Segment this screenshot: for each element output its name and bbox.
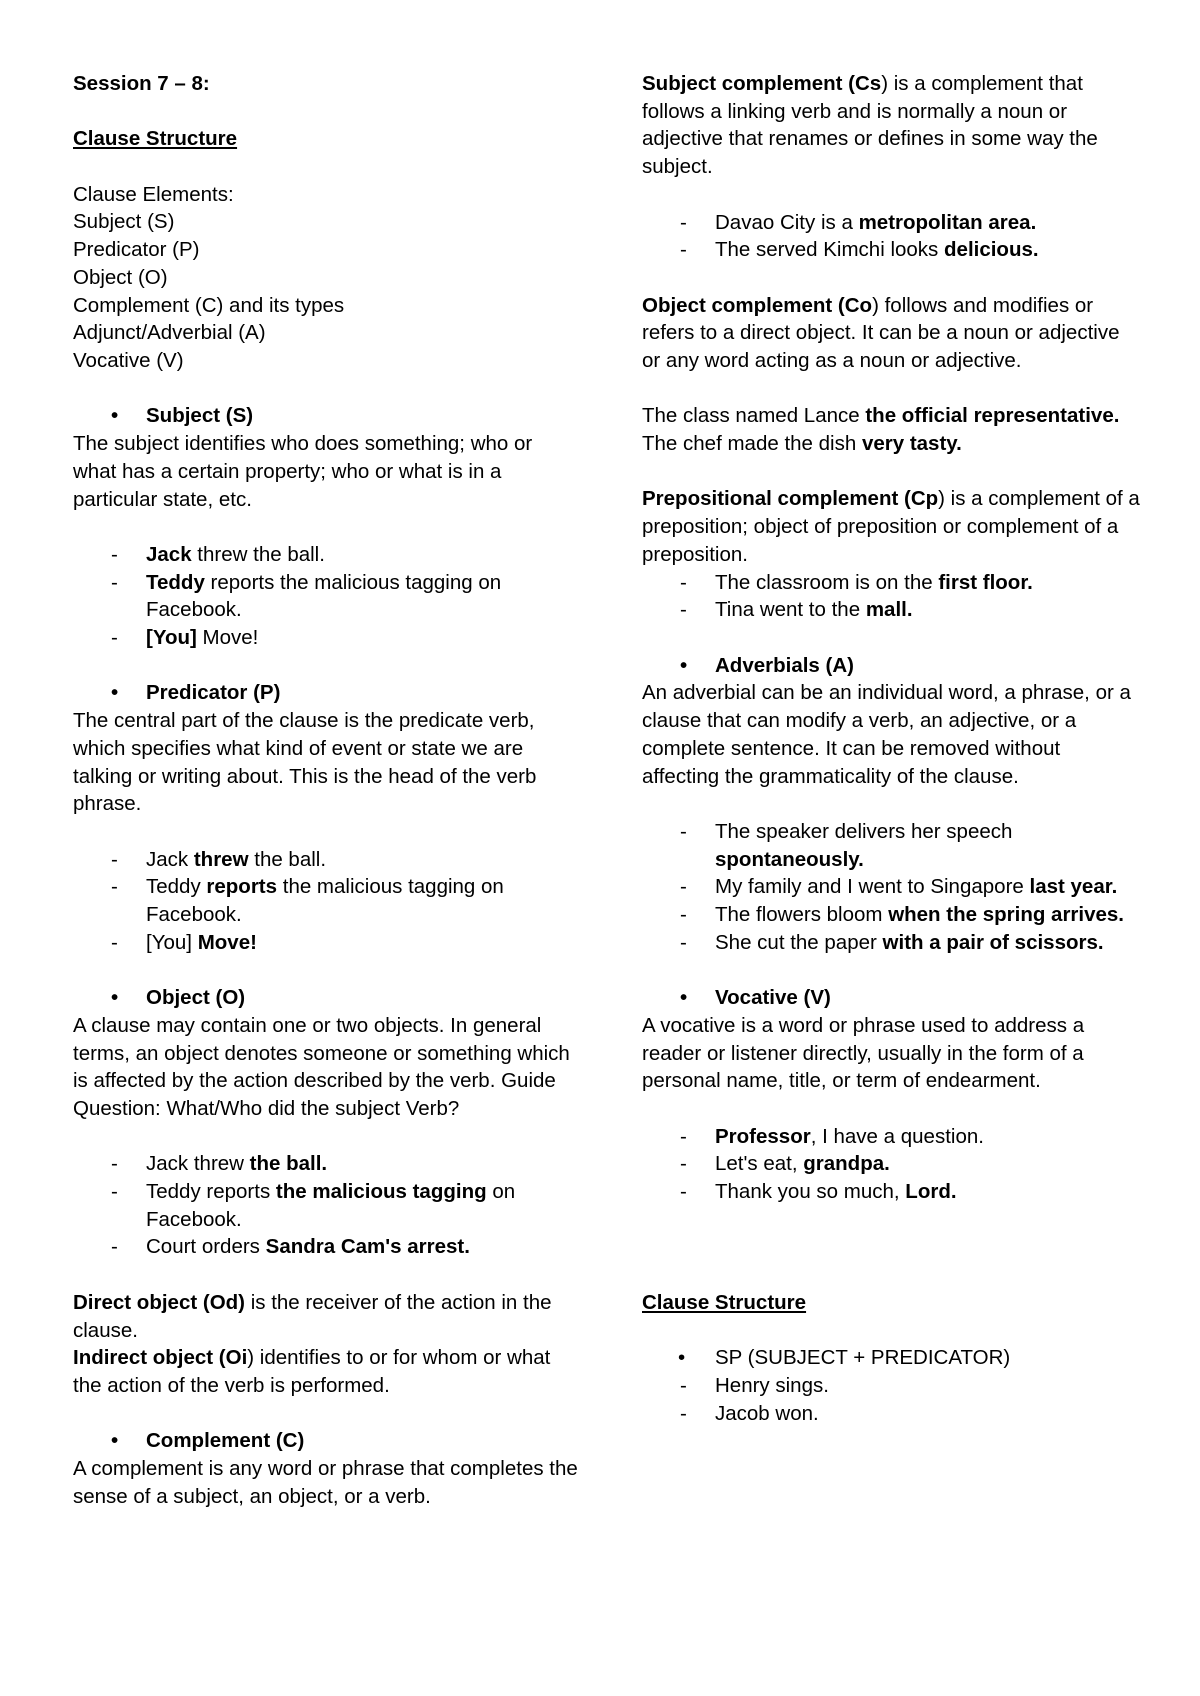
direct-object-definition: Direct object (Od) is the receiver of the action in the clause. (73, 1290, 552, 1342)
bullet-icon: • (111, 681, 119, 705)
object-complement-definition: Object complement (Co) follows and modifies or refers to a direct object. It can be a noun or adjective or any word acting as a noun or adjective. (642, 293, 1120, 372)
indirect-object-definition: Indirect object (Oi) identifies to or for whom or what the action of the verb is performed. (73, 1346, 551, 1397)
subject-definition: The subject identifies who does something; who or what has a certain property; who or what is in a particular state, etc. (73, 432, 533, 511)
predicator-definition: The central part of the clause is the predicate verb, which specifies what kind of event or state we are talking or writing about. This is the head of the verb phrase. (73, 709, 537, 816)
predicator-example: - [You] Move! (111, 930, 257, 954)
complement-heading: • Complement (C) (73, 1427, 579, 1455)
object-complement-example: The class named Lance the official representative. (642, 404, 1120, 428)
right-column (642, 70, 1142, 1427)
element-complement: Complement (C) and its types (73, 293, 345, 317)
session-title: Session 7 – 8: (73, 72, 210, 95)
bullet-icon: • (680, 986, 688, 1010)
vocative-example: - Let's eat, grandpa. (680, 1152, 890, 1176)
prepositional-complement-example: - Tina went to the mall. (680, 598, 913, 622)
adverbials-heading: • Adverbials (A) (642, 652, 1142, 680)
object-heading: • Object (O) (73, 984, 579, 1012)
vocative-heading: • Vocative (V) (642, 984, 1142, 1012)
bullet-icon: • (111, 1429, 119, 1453)
subject-complement-example: - The served Kimchi looks delicious. (680, 238, 1039, 262)
element-adjunct: Adjunct/Adverbial (A) (73, 321, 266, 345)
predicator-example: - Teddy reports the malicious tagging on Facebook. (111, 875, 504, 926)
prepositional-complement-definition: Prepositional complement (Cp) is a complement of a preposition; object of preposition or complement of a preposition. (642, 487, 1140, 566)
vocative-example: - Professor, I have a question. (680, 1124, 984, 1148)
adverbial-example: - She cut the paper with a pair of scissors. (680, 930, 1104, 954)
adverbial-example: - The flowers bloom when the spring arrives. (680, 903, 1125, 926)
clause-structure-heading: Clause Structure (73, 127, 238, 151)
complement-definition: A complement is any word or phrase that completes the sense of a subject, an object, or a verb. (73, 1457, 578, 1508)
adverbial-example: - My family and I went to Singapore last year. (680, 875, 1118, 899)
vocative-definition: A vocative is a word or phrase used to address a reader or listener directly, usually in the form of a personal name, title, or term of endearment. (642, 1013, 1085, 1093)
object-definition: A clause may contain one or two objects. In general terms, an object denotes someone or something which is affected by the action described by the verb. Guide Question: What/Who did the subject Verb? (73, 1013, 570, 1120)
adverbials-definition: An adverbial can be an individual word, a phrase, or a clause that can modify a verb, an adjective, or a complete sentence. It can be removed without affecting the grammaticality of the clause. (642, 681, 1131, 788)
object-example: - Jack threw the ball. (111, 1152, 328, 1176)
subject-complement-definition: Subject complement (Cs) is a complement that follows a linking verb and is normally a noun or adjective that renames or defines in some way the subject. (642, 72, 1098, 179)
object-complement-example: The chef made the dish very tasty. (642, 432, 962, 456)
object-example: - Court orders Sandra Cam's arrest. (111, 1235, 470, 1259)
bullet-icon: • (111, 986, 119, 1010)
structure-item: • SP (SUBJECT + PREDICATOR) (642, 1344, 1142, 1372)
element-vocative: Vocative (V) (73, 349, 184, 372)
element-object: Object (O) (73, 265, 168, 289)
predicator-heading: • Predicator (P) (73, 679, 579, 707)
structure-example: - Henry sings. (680, 1373, 829, 1397)
bullet-icon: • (680, 653, 688, 677)
predicator-example: - Jack threw the ball. (111, 847, 327, 871)
subject-heading: • Subject (S) (73, 402, 579, 430)
bullet-icon: • (111, 404, 119, 428)
subject-example: - [You] Move! (111, 626, 259, 649)
element-predicator: Predicator (P) (73, 238, 200, 262)
prepositional-complement-example: - The classroom is on the first floor. (680, 570, 1033, 594)
adverbial-example: - The speaker delivers her speech spontaneously. (680, 819, 1013, 871)
subject-complement-example: - Davao City is a metropolitan area. (680, 210, 1037, 234)
subject-example: - Jack threw the ball. (111, 542, 325, 566)
subject-example: - Teddy reports the malicious tagging on Facebook. (111, 570, 502, 622)
element-subject: Subject (S) (73, 210, 175, 234)
bullet-icon: • (678, 1346, 686, 1370)
structure-example: - Jacob won. (680, 1401, 819, 1425)
clause-elements-title: Clause Elements: (73, 182, 234, 206)
object-example: - Teddy reports the malicious tagging on Facebook. (111, 1180, 516, 1231)
clause-structure-heading-2: Clause Structure (642, 1290, 807, 1314)
vocative-example: - Thank you so much, Lord. (680, 1180, 957, 1203)
left-column (73, 70, 579, 1510)
